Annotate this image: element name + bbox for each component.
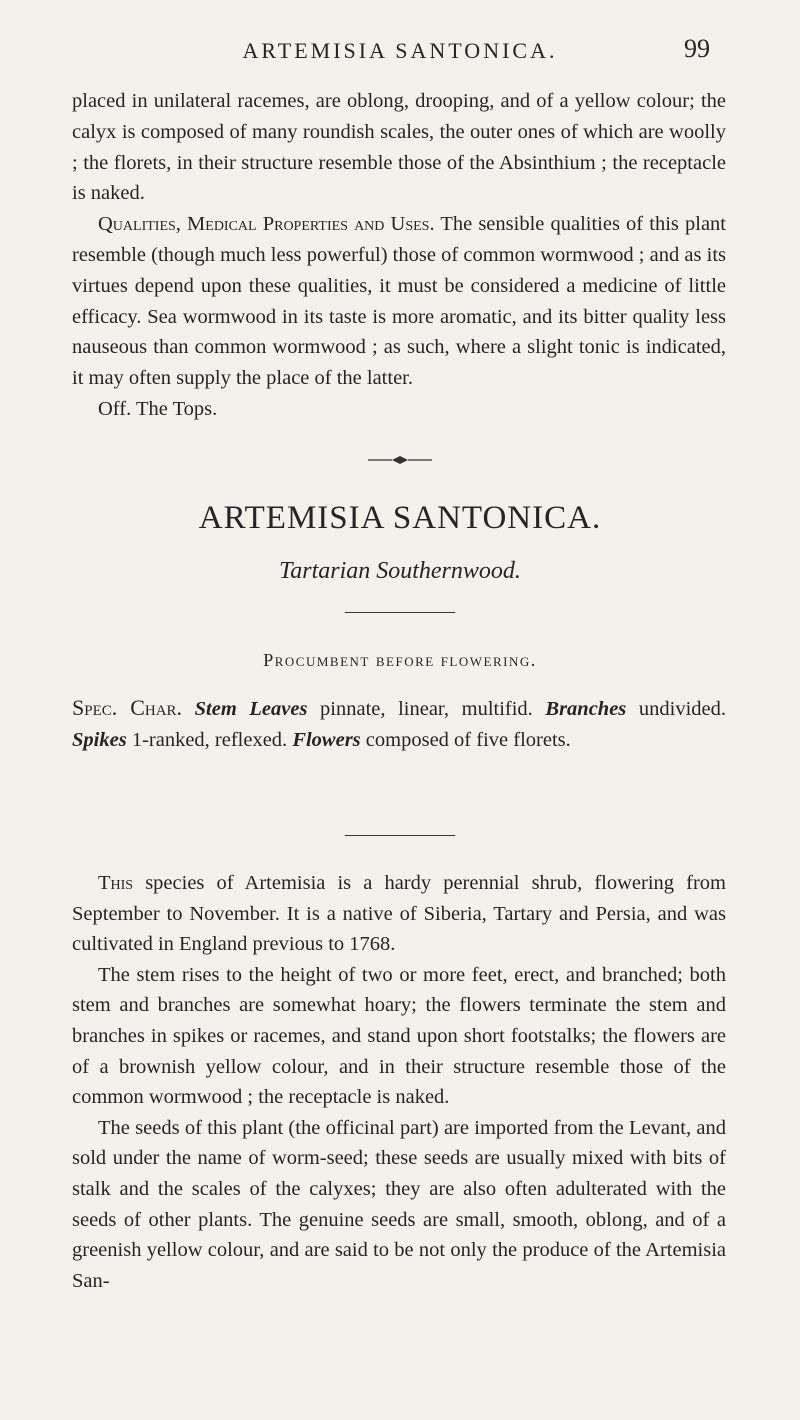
running-head-title: ARTEMISIA SANTONICA. (242, 38, 558, 63)
paragraph-lead-word: This (98, 872, 134, 894)
ornament-divider (0, 450, 800, 470)
page-number: 99 (684, 34, 710, 63)
description-paragraph (72, 868, 726, 960)
species-title: ARTEMISIA SANTONICA. (198, 500, 602, 536)
qualities-paragraph (72, 209, 726, 394)
qualities-heading: Qualities, Medical Properties and Uses. (98, 213, 435, 236)
running-head (0, 30, 800, 70)
branches-text: undivided. (626, 698, 726, 720)
stem-leaves-text: pinnate, linear, multifid. (307, 698, 546, 720)
branches-label: Branches (545, 698, 627, 720)
specific-character (72, 693, 726, 756)
text-block-top (72, 86, 726, 394)
paragraph-text: species of Artemisia is a hardy perennial shrub, flowering from September to November. It is a native of Siberia, Tartary and Persia, and was cultivated in England previous to 1768. (72, 872, 726, 956)
species-subtitle: Tartarian Southernwood. (279, 558, 521, 584)
spikes-label: Spikes (72, 728, 127, 751)
stem-leaves-label: Stem Leaves (194, 698, 308, 720)
flowers-label: Flowers (292, 728, 361, 751)
official-part-line: Off. The Tops. (98, 398, 218, 420)
paragraph-continuation: placed in unilateral racemes, are oblong, drooping, and of a yellow colour; the calyx is composed of many roundish scales, the outer ones of which are woolly ; the florets, in their structure resemble those of the Absinthium ; the receptacle is naked. (72, 90, 726, 205)
rule-divider (345, 835, 455, 836)
flowers-text: composed of five florets. (360, 728, 571, 751)
spec-char-label: Spec. Char. (72, 695, 183, 720)
description-paragraph: The seeds of this plant (the officinal part) are imported from the Levant, and sold under the name of worm-seed; these seeds are usually mixed with bits of stalk and the scales of the calyxes; they are also often adulterated with the seeds of other plants. The genuine seeds are small, smooth, oblong, and of a greenish yellow colour, and are said to be not only the produce of the Artemisia San- (72, 1116, 726, 1292)
qualities-text: The sensible qualities of this plant resemble (though much less powerful) those of common wormwood ; and as its virtues depend upon these qualities, it must be considered a medicine of little efficacy. Sea wormwood in its taste is more aromatic, and its bitter quality less nauseous than common wormwood ; as such, where a slight tonic is indicated, it may often supply the place of the latter. (72, 213, 726, 390)
procumbent-heading: Procumbent before flowering. (263, 650, 537, 670)
description-body (72, 868, 726, 1296)
rule-divider (345, 612, 455, 613)
description-paragraph: The stem rises to the height of two or more feet, erect, and branched; both stem and branches are somewhat hoary; the flowers terminate the stem and branches in spikes or racemes, and stand upon short footstalks; the flowers are of a brownish yellow colour, and in their structure resemble those of the common wormwood ; the receptacle is naked. (72, 963, 726, 1109)
spikes-text: 1-ranked, reflexed. (126, 728, 293, 751)
